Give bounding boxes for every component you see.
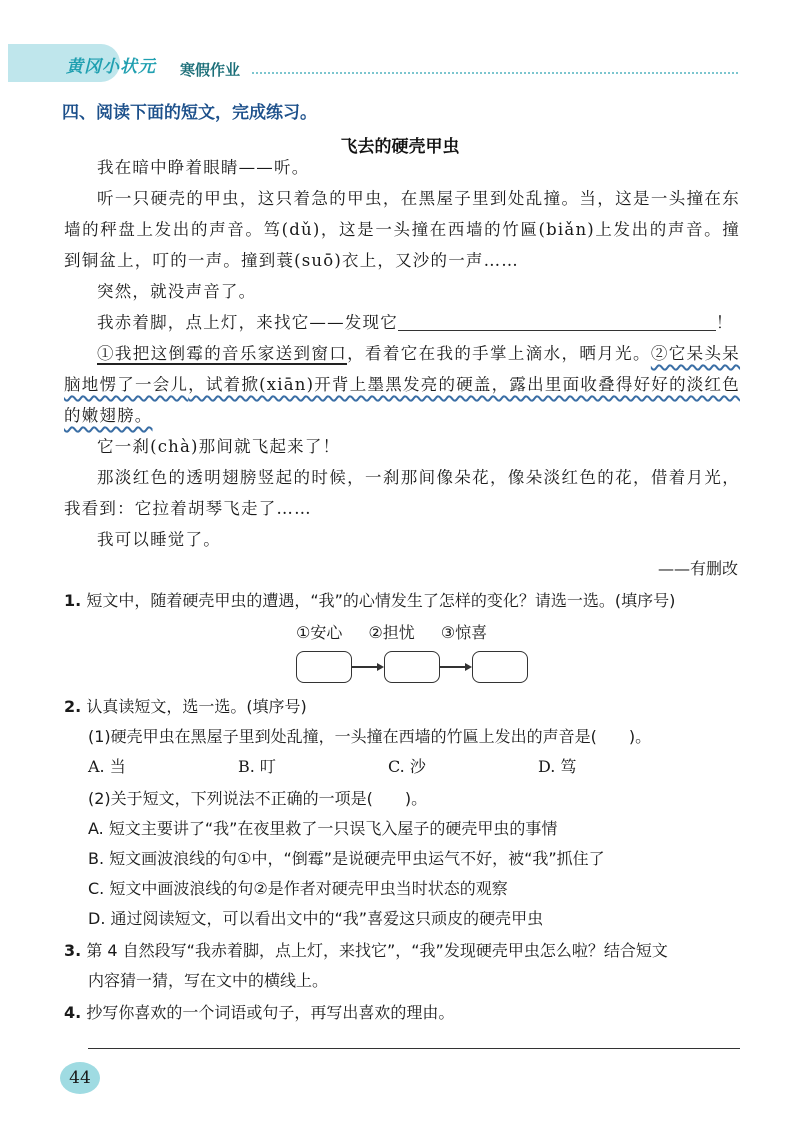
question-3-cont: 内容猜一猜，写在文中的横线上。 xyxy=(88,971,329,990)
choice-c[interactable]: C. 沙 xyxy=(388,757,426,776)
story-paragraph xyxy=(64,307,740,338)
question-4 xyxy=(64,998,754,1028)
q1-flow xyxy=(296,651,528,683)
question-number: 4. xyxy=(64,1003,82,1022)
question-text: 抄写你喜欢的一个词语或句子，再写出喜欢的理由。 xyxy=(86,1003,455,1022)
q2-option-a[interactable]: A. 短文主要讲了“我”在夜里救了一只误飞入屋子的硬壳甲虫的事情 xyxy=(88,819,558,838)
q2-option-b[interactable]: B. 短文画波浪线的句①中，“倒霉”是说硬壳甲虫运气不好，被“我”抓住了 xyxy=(88,849,605,868)
q2-choices xyxy=(88,754,688,777)
wavy-sentence-2: ②它呆头呆脑地愣了一会儿 xyxy=(64,344,741,394)
story-paragraph: 它一刹(chà)那间就飞起来了！ xyxy=(97,437,341,456)
q2-option-d[interactable]: D. 通过阅读短文，可以看出文中的“我”喜爱这只顽皮的硬壳甲虫 xyxy=(88,909,544,928)
answer-box[interactable] xyxy=(384,651,440,683)
brand-logo: 黄冈小状元 xyxy=(66,57,156,77)
story-paragraph xyxy=(64,338,740,431)
answer-box[interactable] xyxy=(296,651,352,683)
arrow-right-icon xyxy=(352,663,384,671)
choice-d[interactable]: D. 笃 xyxy=(538,757,577,776)
paragraph-text: ，看着它在我的手掌上滴水，晒月光。 xyxy=(347,344,651,363)
option-item: ①安心 xyxy=(296,623,343,642)
q2-option-c[interactable]: C. 短文中画波浪线的句②是作者对硬壳甲虫当时状态的观察 xyxy=(88,879,508,898)
paragraph-text: 我赤着脚，点上灯，来找它——发现它 xyxy=(97,313,398,332)
question-number: 3. xyxy=(64,941,82,960)
story-paragraph: 听一只硬壳的甲虫，这只着急的甲虫，在黑屋子里到处乱撞。当，这是一头撞在东墙的秤盘上发出的声音。笃(dǔ)，这是一头撞在西墙的竹匾(biǎn)上发出的声音。撞到铜盆上，叮的一声。撞到蓑(suō)衣上，又沙的一声…… xyxy=(64,189,740,270)
question-text: 认真读短文，选一选。(填序号) xyxy=(86,697,307,716)
choice-a[interactable]: A. 当 xyxy=(88,757,126,776)
option-item: ②担忧 xyxy=(368,623,415,642)
choice-b[interactable]: B. 叮 xyxy=(238,757,276,776)
question-text: 短文中，随着硬壳甲虫的遭遇，“我”的心情发生了怎样的变化？请选一选。(填序号) xyxy=(86,591,676,610)
question-1 xyxy=(64,586,754,616)
page-number: 44 xyxy=(60,1062,100,1094)
option-item: ③惊喜 xyxy=(440,623,488,642)
wavy-sentence-2-cont: ，试着掀(xiān)开背上墨黑发亮的硬盖，露出里面收叠得好好的淡红色的嫩翅膀。 xyxy=(64,375,740,425)
header-title: 寒假作业 xyxy=(180,61,241,79)
q1-options xyxy=(296,620,487,643)
question-2 xyxy=(64,692,754,722)
question-3 xyxy=(64,936,754,966)
section-title: 四、阅读下面的短文，完成练习。 xyxy=(62,103,317,123)
story-paragraph: 我可以睡觉了。 xyxy=(97,530,221,549)
story-paragraph: 那淡红色的透明翅膀竖起的时候，一刹那间像朵花，像朵淡红色的花，借着月光，我看到：它拉着胡琴飞走了…… xyxy=(64,468,740,518)
question-number: 2. xyxy=(64,697,82,716)
story-title: 飞去的硬壳甲虫 xyxy=(340,137,460,157)
answer-box[interactable] xyxy=(472,651,528,683)
arrow-right-icon xyxy=(440,663,472,671)
answer-line[interactable] xyxy=(88,1048,740,1049)
answer-blank[interactable] xyxy=(398,312,716,331)
story-body xyxy=(64,152,740,555)
source-note: ——有删改 xyxy=(657,559,738,578)
underlined-sentence-1: ①我把这倒霉的音乐家送到窗口 xyxy=(97,344,348,363)
question-text: 第 4 自然段写“我赤着脚，点上灯，来找它”，“我”发现硬壳甲虫怎么啦？结合短文 xyxy=(86,941,668,960)
q2-sub2: (2)关于短文，下列说法不正确的一项是( )。 xyxy=(88,789,428,808)
story-paragraph: 突然，就没声音了。 xyxy=(97,282,257,301)
q2-sub1: (1)硬壳甲虫在黑屋子里到处乱撞，一头撞在西墙的竹匾上发出的声音是( )。 xyxy=(88,727,652,746)
header-divider xyxy=(252,72,738,74)
question-number: 1. xyxy=(64,591,82,610)
paragraph-text: ！ xyxy=(715,313,734,332)
story-paragraph: 我在暗中睁着眼睛——听。 xyxy=(97,158,310,177)
